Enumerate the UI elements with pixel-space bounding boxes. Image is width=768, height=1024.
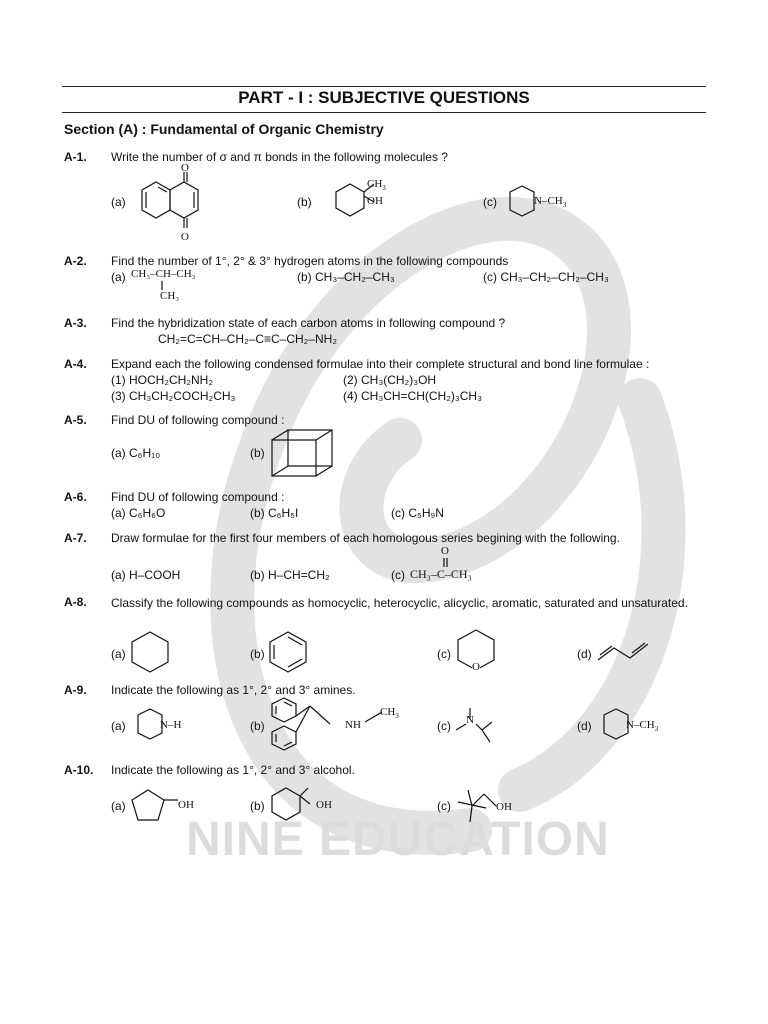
option-label: (c) — [437, 647, 451, 661]
question-text: Find DU of following compound : — [111, 413, 285, 427]
question-text: Find the number of 1°, 2° & 3° hydrogen atoms in the following compounds — [111, 254, 509, 268]
question-number: A-4. — [64, 357, 87, 371]
butadiene-structure — [596, 640, 660, 664]
question-number: A-7. — [64, 531, 87, 545]
question-text: Indicate the following as 1°, 2° and 3° amines. — [111, 683, 356, 697]
oh-label: OH — [178, 799, 194, 811]
top-rule — [62, 86, 706, 87]
question-text: Draw formulae for the first four members of each homologous series begining with the following. — [111, 531, 620, 545]
oh-label: OH — [367, 195, 383, 207]
svg-text:O: O — [181, 162, 189, 174]
compound-formula: CH₂=C=CH–CH₂–C≡C–CH₂–NH₂ — [158, 332, 338, 346]
question-text: Find the hybridization state of each carbon atoms in following compound ? — [111, 316, 506, 330]
option-a: (a) C₆H₆O — [111, 506, 166, 520]
option-b: (b) C₆H₅I — [250, 506, 299, 520]
item-1: (1) HOCH₂CH₂NH₂ — [111, 373, 213, 387]
option-label: (b) — [250, 647, 265, 661]
question-number: A-3. — [64, 316, 87, 330]
nh-label: NH — [345, 719, 361, 731]
item-2: (2) CH₃(CH₂)₃OH — [343, 373, 437, 387]
question-number: A-2. — [64, 254, 87, 268]
n-ch3-label: $N-CH_3$ — [534, 195, 567, 210]
butane-formula: (c) CH₃–CH₂–CH₂–CH₃ — [483, 270, 609, 284]
question-number: A-8. — [64, 595, 87, 609]
ring-oxygen: O — [472, 661, 480, 673]
option-label: (a) — [111, 647, 126, 661]
n-label: N — [466, 714, 474, 726]
oh-label: OH — [496, 801, 512, 813]
question-number: A-5. — [64, 413, 87, 427]
option-label: (c) — [391, 568, 405, 582]
cyclohexane-structure — [128, 630, 174, 676]
ch3-label: $CH_3$ — [380, 706, 399, 721]
naphthoquinone-structure — [126, 160, 216, 246]
question-text: Expand each the following condensed formulae into their complete structural and bond line formulae : — [111, 357, 650, 371]
section-title: Section (A) : Fundamental of Organic Chemistry — [64, 121, 384, 137]
cubane-structure — [268, 426, 340, 482]
n-h-label: N–H — [160, 719, 182, 731]
title-rule — [62, 112, 706, 113]
item-4: (4) CH₃CH=CH(CH₂)₃CH₃ — [343, 389, 482, 403]
option-label: (b) — [250, 799, 265, 813]
n-ch3-label: $N-CH_3$ — [626, 719, 659, 734]
option-label: (a) — [111, 719, 126, 733]
option-label: (a) — [111, 799, 126, 813]
isobutane-formula: CH₃–CH–CH₃ — [131, 268, 196, 280]
watermark-text: NINE EDUCATION — [186, 813, 610, 866]
oh-label: OH — [316, 799, 332, 811]
option-label: (b) — [250, 719, 265, 733]
option-c: (c) C₅H₉N — [391, 506, 444, 520]
option-label: (c) — [483, 195, 497, 209]
option-label: (d) — [577, 719, 592, 733]
question-number: A-9. — [64, 683, 87, 697]
option-label: (b) — [297, 195, 312, 209]
acetone-formula: CH₃–C–CH₃ — [410, 567, 472, 581]
benzene-structure — [266, 630, 312, 676]
option-a: (a) H–COOH — [111, 568, 181, 582]
option-a: (a) C₆H₁₀ — [111, 446, 161, 460]
option-label: (c) — [437, 719, 451, 733]
option-label: (c) — [437, 799, 451, 813]
option-b: (b) H–CH=CH₂ — [250, 568, 330, 582]
carbonyl-o: O — [441, 545, 449, 557]
ch3-label: $CH_3$ — [367, 178, 386, 193]
neopentyl-alcohol-structure — [452, 786, 502, 826]
option-label: (d) — [577, 647, 592, 661]
question-text: Classify the following compounds as homocyclic, heterocyclic, alicyclic, aromatic, saturated and unsaturated. — [111, 596, 688, 610]
option-label: (a) — [111, 270, 126, 284]
option-label: (a) — [111, 195, 126, 209]
question-number: A-6. — [64, 490, 87, 504]
question-text: Indicate the following as 1°, 2° and 3° alcohol. — [111, 763, 355, 777]
question-number: A-1. — [64, 150, 87, 164]
page-title: PART - I : SUBJECTIVE QUESTIONS — [238, 88, 530, 107]
svg-text:O: O — [181, 231, 189, 243]
branch-ch3: CH₃ — [160, 290, 180, 302]
option-label: (b) — [250, 446, 265, 460]
question-text: Find DU of following compound : — [111, 490, 285, 504]
tertiary-amine-structure — [452, 706, 496, 746]
item-3: (3) CH₃CH₂COCH₂CH₃ — [111, 389, 236, 403]
question-number: A-10. — [64, 763, 94, 777]
diphenyl-amine-structure — [268, 696, 348, 756]
propane-formula: (b) CH₃–CH₂–CH₃ — [297, 270, 395, 284]
question-text: Write the number of σ and π bonds in the following molecules ? — [111, 150, 448, 164]
